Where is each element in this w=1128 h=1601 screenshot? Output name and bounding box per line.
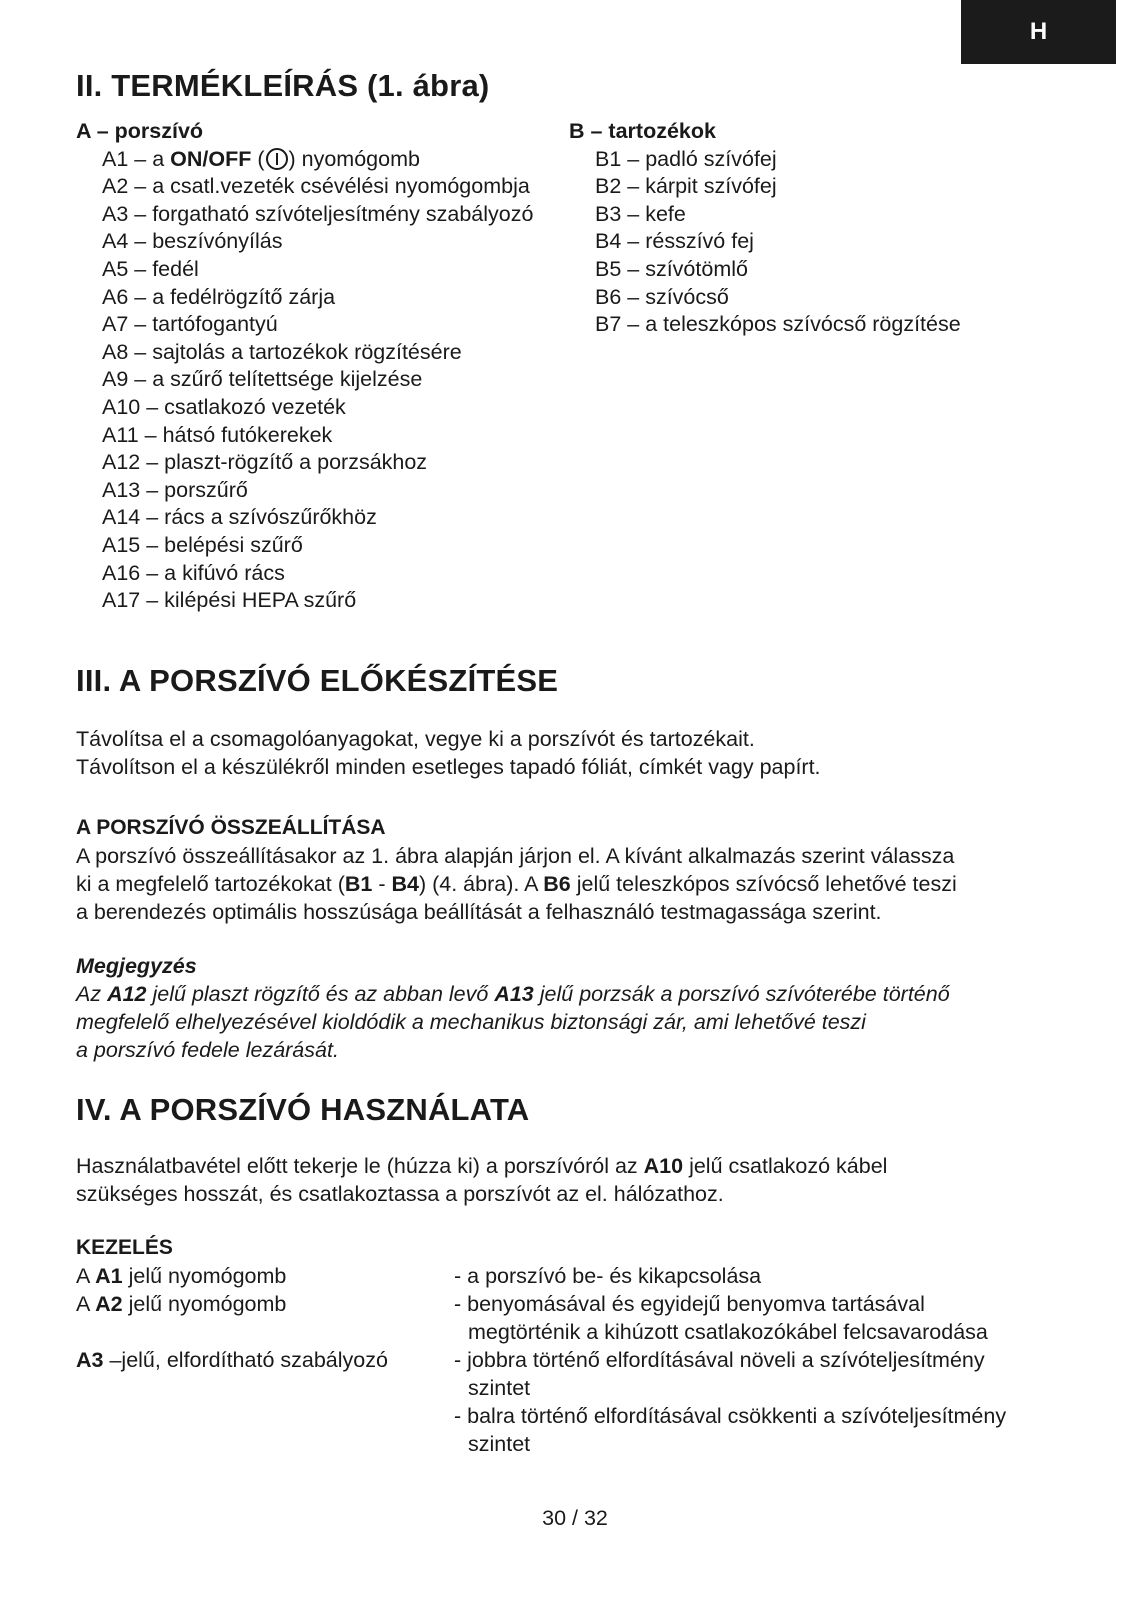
list-item: B3 – kefe [595,201,686,226]
control-a3-desc [454,1346,1006,1458]
note-paragraph [76,980,950,1064]
list-item: B4 – résszívó fej [595,229,754,254]
list-item: B7 – a teleszkópos szívócső rögzítése [595,312,961,337]
list-item: B2 – kárpit szívófej [595,174,777,199]
power-icon [266,148,288,170]
list-item: B1 – padló szívófej [595,146,777,171]
preparation-intro [76,725,821,781]
text-span: jelű csatlakozó kábel [683,1154,888,1178]
text-span: ) (4. ábra). A [418,872,544,896]
text-span: jelű nyomógomb [122,1264,287,1288]
note-line: megfelelő elhelyezésével kioldódik a mechanikus biztonsági zár, ami lehetővé teszi [76,1010,866,1034]
list-item: A10 – csatlakozó vezeték [102,394,346,419]
control-a3-label [76,1346,388,1374]
ref-a2: A2 [95,1292,123,1316]
ref-b4: B4 [391,872,419,896]
intro-line: Távolítson el a készülékről minden esetleges tapadó fóliát, címkét vagy papírt. [76,755,821,779]
desc-line: megtörténik a kihúzott csatlakozókábel felcsavarodása [468,1320,988,1344]
note-line [76,980,950,1008]
text-span: A [76,1292,96,1316]
paragraph-line [76,870,957,898]
ref-a13: A13 [494,982,534,1006]
text-span: A [76,1264,96,1288]
text-span: –jelű, elfordítható szabályozó [103,1348,388,1372]
assembly-paragraph [76,842,957,926]
list-item: A15 – belépési szűrő [102,532,303,557]
section-title-product-description: II. TERMÉKLEÍRÁS (1. ábra) [76,68,490,103]
intro-line: Távolítsa el a csomagolóanyagokat, vegye ki a porszívót és tartozékait. [76,727,755,751]
controls-heading: KEZELÉS [76,1236,173,1259]
list-item: A9 – a szűrő telítettsége kijelzése [102,367,423,392]
parts-list-a [76,118,533,615]
list-item: B6 – szívócső [595,284,729,309]
ref-a1: A1 [95,1264,123,1288]
ref-a12: A12 [107,982,147,1006]
list-item: A2 – a csatl.vezeték csévélési nyomógombja [102,174,530,199]
text-span: jelű plaszt rögzítő és az abban levő [146,982,495,1006]
list-item: B5 – szívótömlő [595,256,748,281]
assembly-heading: A PORSZÍVÓ ÖSSZEÁLLÍTÁSA [76,816,386,839]
list-item: A17 – kilépési HEPA szűrő [102,588,357,613]
ref-b1: B1 [344,872,373,896]
list-item: A11 – hátsó futókerekek [102,422,333,447]
desc-line: szintet [468,1376,531,1400]
text-span: ki a megfelelő tartozékokat ( [76,872,345,896]
parts-list-b [569,118,961,339]
a1-close: ) nyomógomb [288,146,420,171]
list-item: A13 – porszűrő [102,477,248,502]
list-item: A7 – tartófogantyú [102,312,278,337]
language-tab: H [961,0,1116,64]
section-title-usage: IV. A PORSZÍVÓ HASZNÁLATA [76,1092,530,1127]
desc-line: - jobbra történő elfordításával növeli a szívóteljesítmény [454,1348,985,1372]
section-title-preparation: III. A PORSZÍVÓ ELŐKÉSZÍTÉSE [76,663,559,698]
paragraph-line: a berendezés optimális hosszúsága beállítását a felhasználó testmagassága szerint. [76,900,882,924]
control-a2-desc [454,1290,988,1346]
a1-open: ( [251,146,265,171]
list-item: A6 – a fedélrögzítő zárja [102,284,336,309]
paragraph-line: A porszívó összeállításakor az 1. ábra alapján járjon el. A kívánt alkalmazás szerint válassza [76,844,955,868]
desc-line: - balra történő elfordításával csökkenti a szívóteljesítmény [454,1404,1007,1428]
list-item: A8 – sajtolás a tartozékok rögzítésére [102,339,462,364]
text-span: Az [76,982,108,1006]
control-a1-desc: - a porszívó be- és kikapcsolása [454,1264,762,1288]
list-item: A12 – plaszt-rögzítő a porzsákhoz [102,450,428,475]
text-span: jelű nyomógomb [122,1292,287,1316]
usage-paragraph [76,1152,887,1208]
control-a2-label [76,1290,286,1318]
text-span: jelű teleszkópos szívócső lehetővé teszi [570,872,957,896]
on-off-label: ON/OFF [170,146,252,171]
list-item: A5 – fedél [102,256,199,281]
paragraph-line: szükséges hosszát, és csatlakoztassa a porszívót az el. hálózathoz. [76,1182,724,1206]
text-span: - [372,872,392,896]
note-heading: Megjegyzés [76,954,197,978]
paragraph-line [76,1152,887,1180]
parts-list-a-heading: A – porszívó [76,119,204,143]
control-a1-label [76,1262,286,1290]
list-item: A4 – beszívónyílás [102,229,283,254]
text-span: Használatbavétel előtt tekerje le (húzza ki) a porszívóról az [76,1154,644,1178]
desc-line: - benyomásával és egyidejű benyomva tartásával [454,1292,925,1316]
a1-prefix: A1 – a [102,146,171,171]
list-item-a1 [76,146,533,174]
desc-line: szintet [468,1432,531,1456]
ref-b6: B6 [543,872,571,896]
ref-a10: A10 [643,1154,684,1178]
list-item: A3 – forgatható szívóteljesítmény szabályozó [102,201,534,226]
list-item: A16 – a kifúvó rács [102,560,285,585]
list-item: A14 – rács a szívószűrőkhöz [102,505,377,530]
text-span: jelű porzsák a porszívó szívóterébe történő [533,982,950,1006]
parts-list-b-heading: B – tartozékok [569,119,716,143]
note-line: a porszívó fedele lezárását. [76,1038,339,1062]
page-number: 30 / 32 [542,1506,608,1530]
ref-a3: A3 [76,1348,104,1372]
